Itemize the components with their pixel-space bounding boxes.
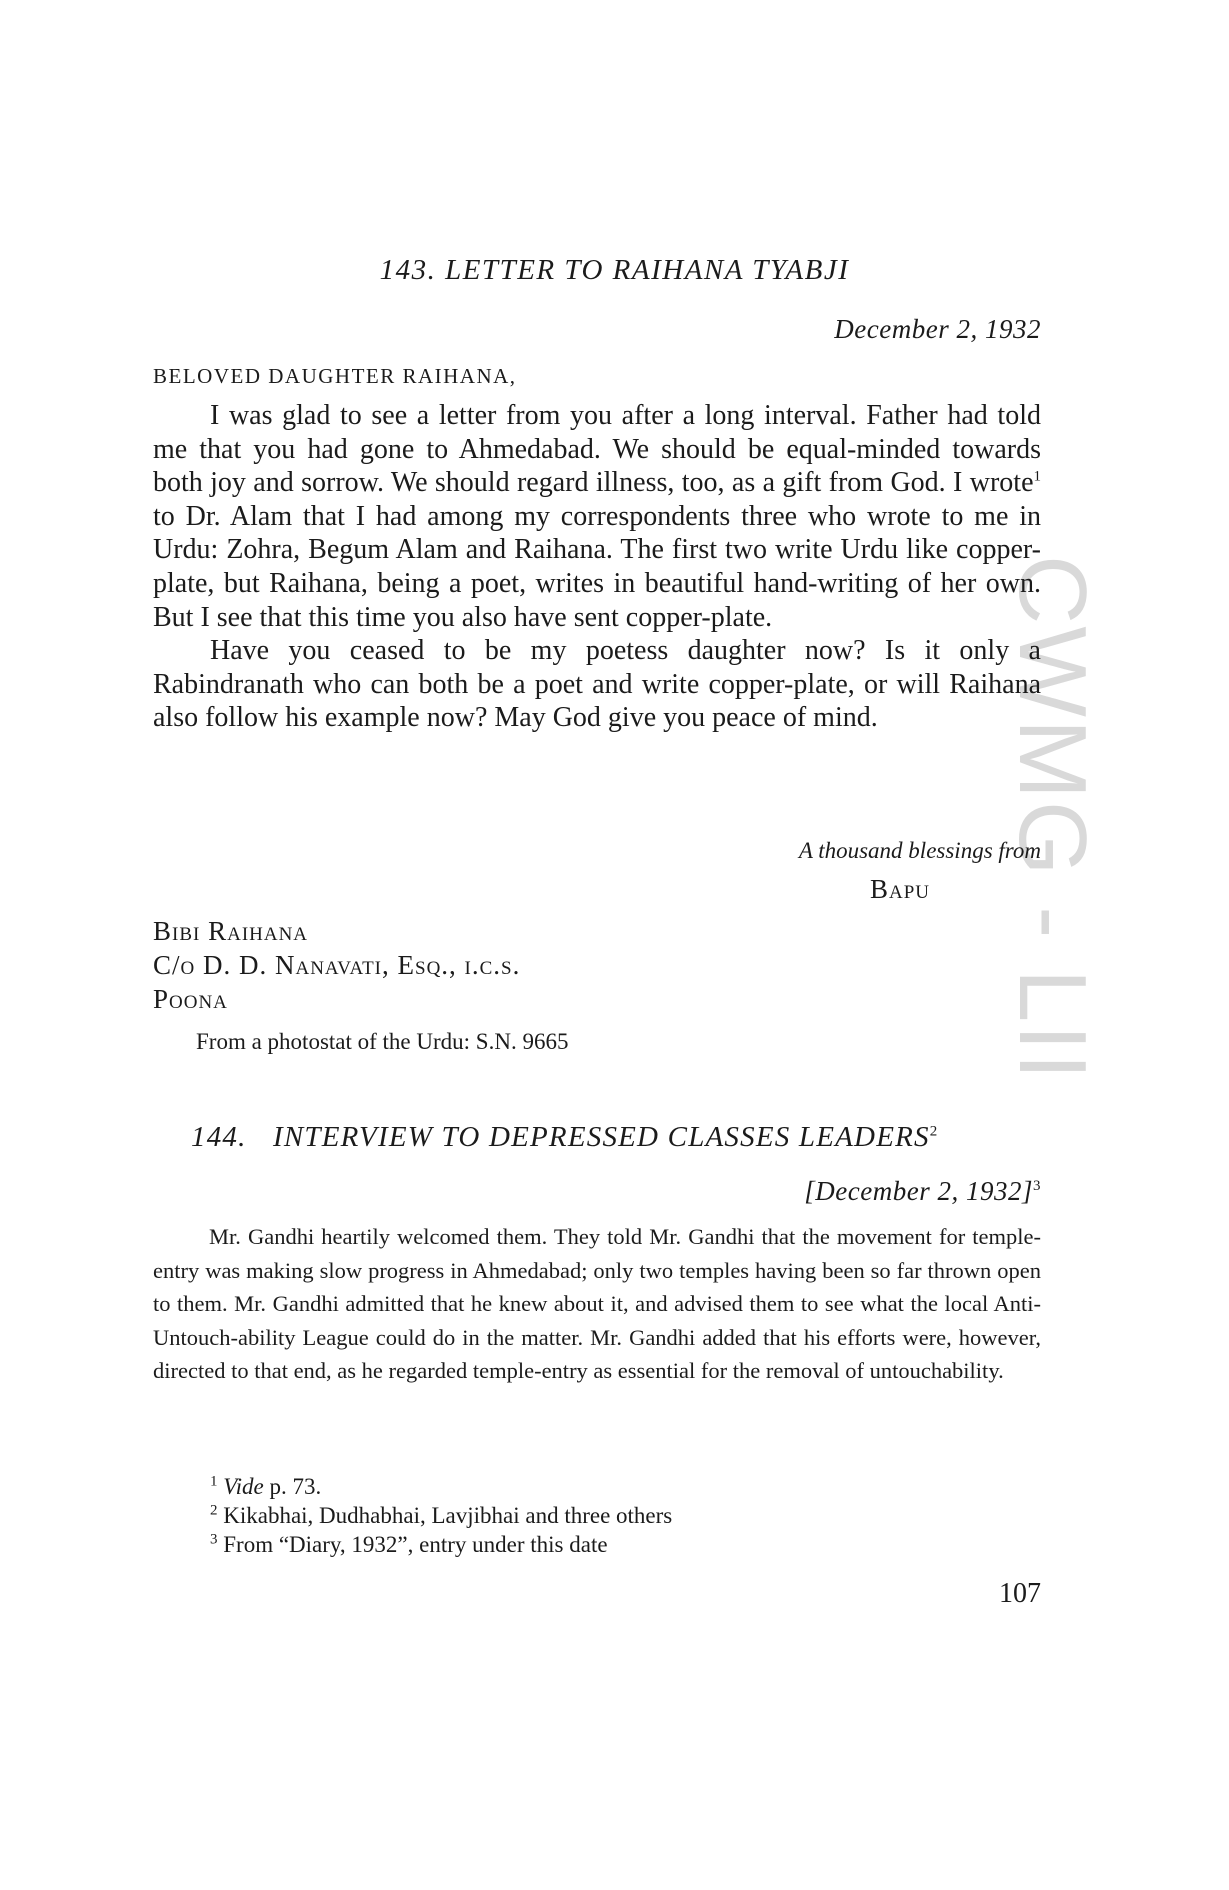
section-143-title: LETTER TO RAIHANA TYABJI (445, 254, 850, 286)
interview-paragraph: Mr. Gandhi heartily welcomed them. They told Mr. Gandhi that the movement for temple-entry was making slow progress in Ahmedabad; only two temples having been so far thrown open to them. Mr. Gandhi admitted that he knew about it, and advised them to see what the local Anti-Untouch-ability League could do in the matter. Mr. Gandhi added that his efforts were, however, directed to that end, as he regarded temple-entry as essential for the removal of untouchability. (153, 1224, 1041, 1383)
section-143-number: 143. (379, 254, 437, 286)
footnote-2-mark: 2 (210, 1502, 218, 1519)
letter-paragraph-1 (153, 399, 1041, 634)
letter-paragraph-1-part-b: to Dr. Alam that I had among my correspondents three who wrote to me in Urdu: Zohra, Begum Alam and Raihana. The first two write Urdu like copper-plate, but Raihana, being a poet, writes in beautiful hand-writing of her own. But I see that this time you also have sent copper-plate. (153, 500, 1041, 633)
section-144-number: 144. (191, 1121, 247, 1153)
letter-body (153, 399, 1041, 735)
section-144-title: INTERVIEW TO DEPRESSED CLASSES LEADERS (273, 1121, 930, 1153)
letter-paragraph-2: Have you ceased to be my poetess daughter now? Is it only a Rabindranath who can both be a poet and write copper-plate, or will Raihana also follow his example now? May God give you peace of mind. (153, 635, 1041, 734)
footnote-2 (210, 1503, 672, 1529)
footnote-1-mark: 1 (210, 1473, 218, 1490)
watermark-text: CWMG - LII (999, 555, 1106, 1082)
letter-paragraph-1-part-a: I was glad to see a letter from you after a long interval. Father had told me that you had gone to Ahmedabad. We should be equal-minded towards both joy and sorrow. We should regard illness, too, as a gift from God. I wrote (153, 400, 1041, 499)
salutation: BELOVED DAUGHTER RAIHANA, (153, 364, 517, 388)
section-143-heading (0, 254, 1229, 287)
footnote-1 (210, 1474, 321, 1500)
footnote-3-text: From “Diary, 1932”, entry under this date (223, 1532, 608, 1557)
footnote-ref-2: 2 (929, 1123, 939, 1140)
footnote-3-mark: 3 (210, 1531, 218, 1548)
footnote-2-text: Kikabhai, Dudhabhai, Lavjibhai and three others (223, 1503, 673, 1528)
source-note: From a photostat of the Urdu: S.N. 9665 (196, 1029, 569, 1054)
footnote-ref-3: 3 (1033, 1178, 1041, 1194)
footnote-1-italic: Vide (223, 1474, 264, 1499)
section-144-date-text: [December 2, 1932] (804, 1176, 1033, 1206)
footnote-ref-1: 1 (1033, 468, 1041, 485)
address-line-1: Bibi Raihana (153, 916, 309, 946)
footnote-3 (210, 1532, 608, 1558)
address-line-2: C/o D. D. Nanavati, Esq., i.c.s. (153, 950, 521, 980)
section-143-date: December 2, 1932 (834, 314, 1041, 344)
closing-blessing: A thousand blessings from (798, 838, 1041, 863)
footnote-1-text: p. 73. (263, 1474, 322, 1499)
section-144-date (804, 1176, 1041, 1207)
section-144-heading (191, 1121, 938, 1154)
address-line-3: Poona (153, 984, 228, 1014)
signature: Bapu (870, 874, 931, 904)
page-number: 107 (999, 1578, 1041, 1609)
